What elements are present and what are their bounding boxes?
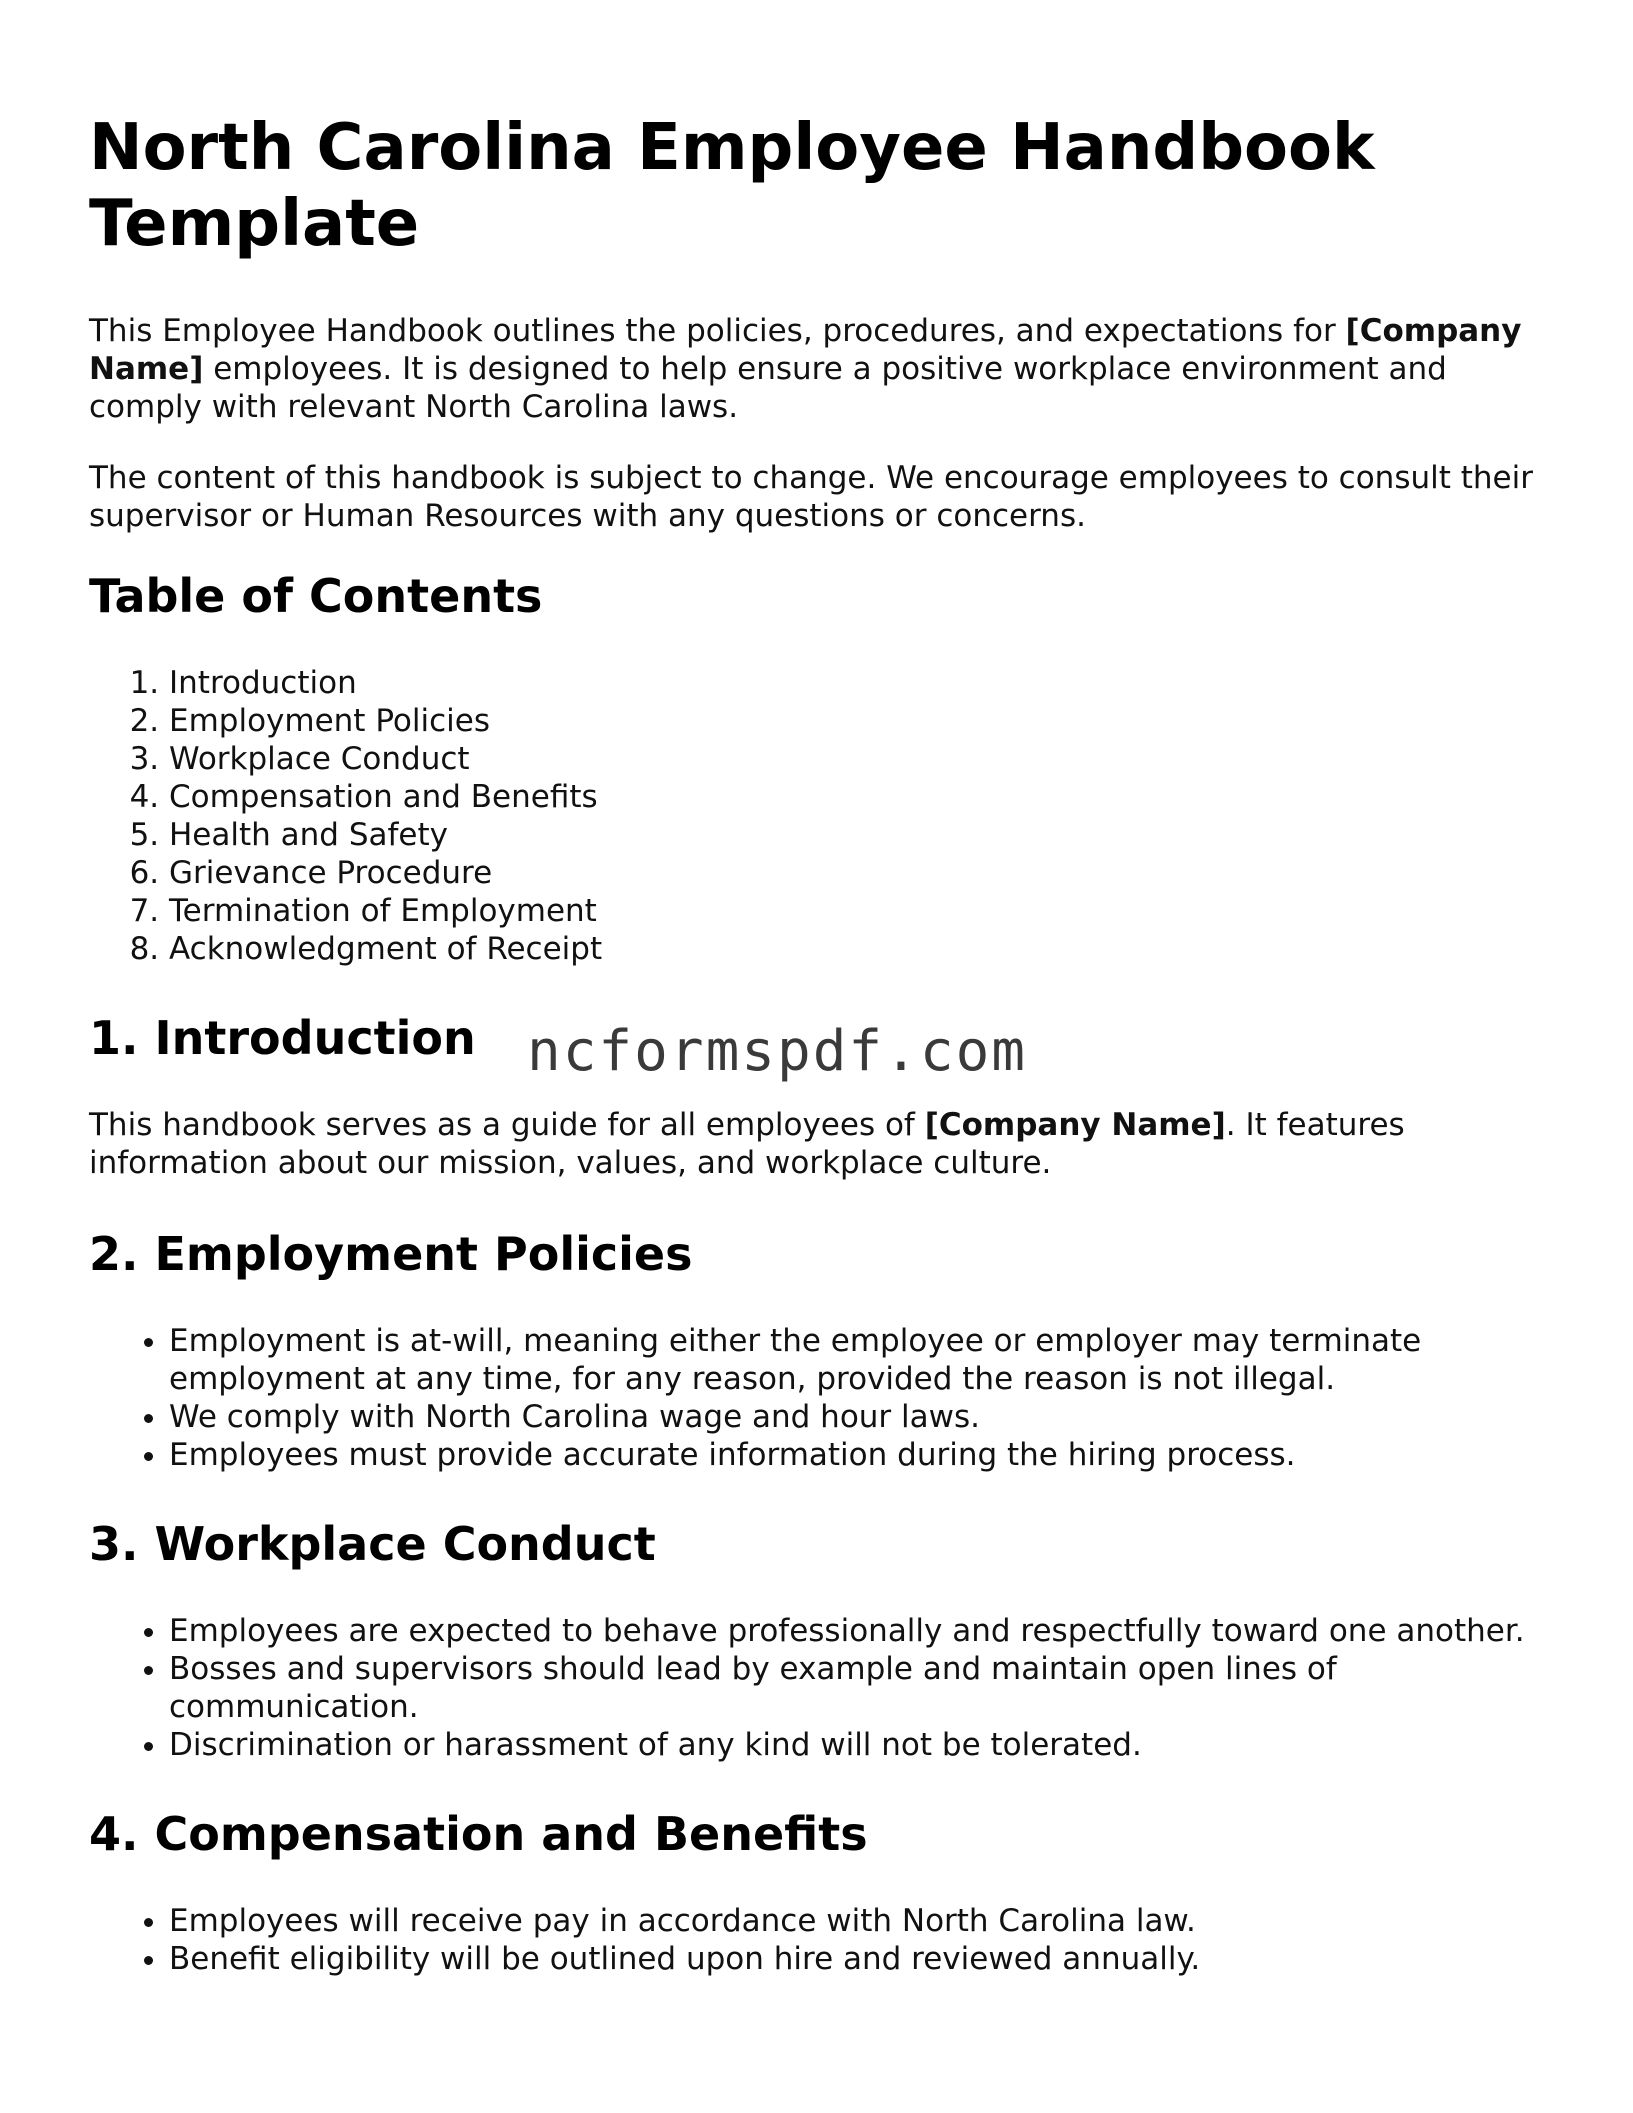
list-item: • Employment is at-will, meaning either the employee or employer may terminate employment at any time, for any reason, provided the reason is not illegal. [169, 1322, 1549, 1398]
toc-item: 8. Acknowledgment of Receipt [169, 930, 1549, 968]
list-item: • Employees are expected to behave professionally and respectfully toward one another. [169, 1612, 1549, 1650]
section-heading-compensation-benefits: 4. Compensation and Benefits [89, 1807, 868, 1861]
toc-item: 2. Employment Policies [169, 702, 1549, 740]
list-item: • We comply with North Carolina wage and hour laws. [169, 1398, 1549, 1436]
toc-list [89, 664, 1549, 968]
list-item: • Benefit eligibility will be outlined upon hire and reviewed annually. [169, 1940, 1549, 1978]
employment-policies-list [89, 1322, 1549, 1474]
introduction-text-start: This handbook serves as a guide for all employees of [89, 1107, 925, 1143]
toc-item: 1. Introduction [169, 664, 1549, 702]
toc-item: 7. Termination of Employment [169, 892, 1549, 930]
section-heading-workplace-conduct: 3. Workplace Conduct [89, 1517, 656, 1571]
compensation-benefits-list [89, 1902, 1549, 1978]
list-item: • Employees must provide accurate information during the hiring process. [169, 1436, 1549, 1474]
document-title: North Carolina Employee Handbook Template [89, 111, 1375, 261]
toc-heading: Table of Contents [89, 569, 543, 623]
watermark-text: ncformspdf.com [527, 1019, 1028, 1084]
toc-item: 3. Workplace Conduct [169, 740, 1549, 778]
section-heading-introduction: 1. Introduction [89, 1011, 476, 1065]
intro-text-end: employees. It is designed to help ensure a positive workplace environment and comply with relevant North Carolina laws. [89, 351, 1447, 425]
introduction-text-end: . It features information about our mission, values, and workplace culture. [89, 1107, 1405, 1181]
workplace-conduct-list [89, 1612, 1549, 1764]
list-item: • Employees will receive pay in accordance with North Carolina law. [169, 1902, 1549, 1940]
intro-paragraph-2: The content of this handbook is subject to change. We encourage employees to consult their supervisor or Human Resources with any questions or concerns. [89, 460, 1533, 534]
toc-item: 4. Compensation and Benefits [169, 778, 1549, 816]
list-item: • Discrimination or harassment of any kind will not be tolerated. [169, 1726, 1549, 1764]
toc-item: 5. Health and Safety [169, 816, 1549, 854]
company-name-placeholder: [Company Name] [924, 1107, 1226, 1143]
section-heading-employment-policies: 2. Employment Policies [89, 1227, 693, 1281]
intro-paragraph-1 [89, 312, 1549, 426]
introduction-paragraph [89, 1106, 1549, 1182]
list-item: • Bosses and supervisors should lead by example and maintain open lines of communication. [169, 1650, 1549, 1726]
toc-item: 6. Grievance Procedure [169, 854, 1549, 892]
intro-text-start: This Employee Handbook outlines the policies, procedures, and expectations for [89, 313, 1346, 349]
company-name-placeholder: [Company Name] [89, 313, 1522, 387]
